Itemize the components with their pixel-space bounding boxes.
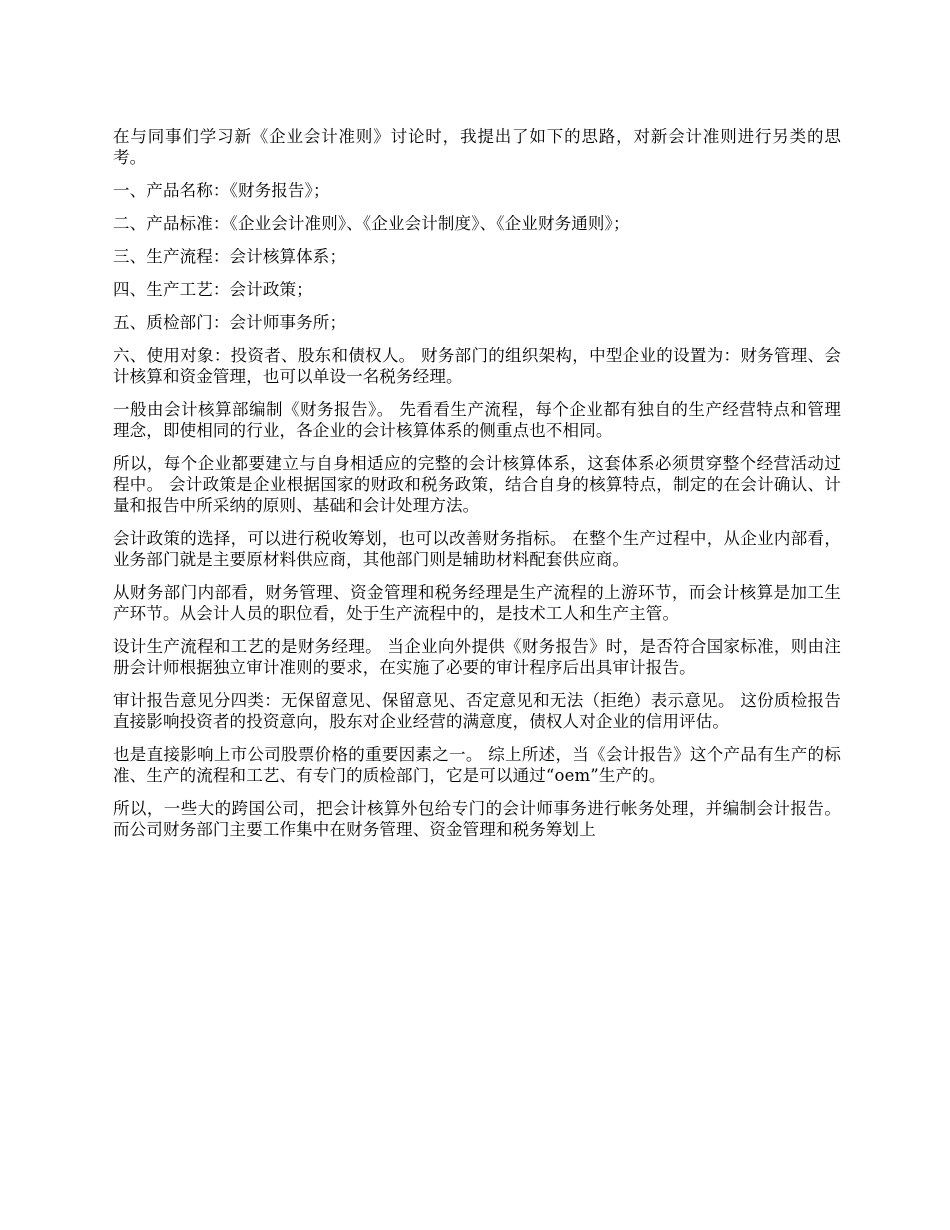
paragraph-production-craft: 四、生产工艺：会计政策； [113,280,313,299]
paragraph-accounting-system: 所以，每个企业都要建立与自身相适应的完整的会计核算体系，这套体系必须贯穿整个经营活动过程中。 会计政策是企业根据国家的财政和税务政策，结合自身的核算特点，制定的在会计确认、计量和报告中所采纳的原则、基础和会计处理方法。 [113,454,841,515]
paragraph-users: 六、使用对象：投资者、股东和债权人。 财务部门的组织架构，中型企业的设置为：财务管理、会计核算和资金管理，也可以单设一名税务经理。 [113,346,841,386]
paragraph-policy-choice: 会计政策的选择，可以进行税收筹划，也可以改善财务指标。 在整个生产过程中，从企业内部看，业务部门就是主要原材料供应商，其他部门则是辅助材料配套供应商。 [113,529,841,569]
paragraph-product-standard: 二、产品标准：《企业会计准则》、《企业会计制度》、《企业财务通则》； [113,214,630,233]
paragraph-quality-dept: 五、质检部门：会计师事务所； [113,313,347,332]
paragraph-accounting-dept: 一般由会计核算部编制《财务报告》。 先看看生产流程，每个企业都有独自的生产经营特点和管理理念，即使相同的行业，各企业的会计核算体系的侧重点也不相同。 [113,400,841,440]
paragraph-product-name: 一、产品名称：《财务报告》； [113,181,330,200]
paragraph-intro: 在与同事们学习新《企业会计准则》讨论时，我提出了如下的思路，对新会计准则进行另类的思考。 [113,127,841,167]
paragraph-process-design: 设计生产流程和工艺的是财务经理。 当企业向外提供《财务报告》时，是否符合国家标准，则由注册会计师根据独立审计准则的要求，在实施了必要的审计程序后出具审计报告。 [113,637,841,677]
document-body [113,126,841,852]
paragraph-finance-internal: 从财务部门内部看，财务管理、资金管理和税务经理是生产流程的上游环节，而会计核算是加工生产环节。从会计人员的职位看，处于生产流程中的，是技术工人和生产主管。 [113,583,841,623]
paragraph-audit-opinions: 审计报告意见分四类：无保留意见、保留意见、否定意见和无法（拒绝）表示意见。 这份质检报告直接影响投资者的投资意向，股东对企业经营的满意度，债权人对企业的信用评估。 [113,691,841,731]
paragraph-stock-price: 也是直接影响上市公司股票价格的重要因素之一。 综上所述，当《会计报告》这个产品有生产的标准、生产的流程和工艺、有专门的质检部门，它是可以通过“oem”生产的。 [113,745,841,785]
paragraph-production-process: 三、生产流程：会计核算体系； [113,247,347,266]
paragraph-outsourcing: 所以，一些大的跨国公司，把会计核算外包给专门的会计师事务进行帐务处理，并编制会计报告。而公司财务部门主要工作集中在财务管理、资金管理和税务筹划上 [113,799,841,839]
